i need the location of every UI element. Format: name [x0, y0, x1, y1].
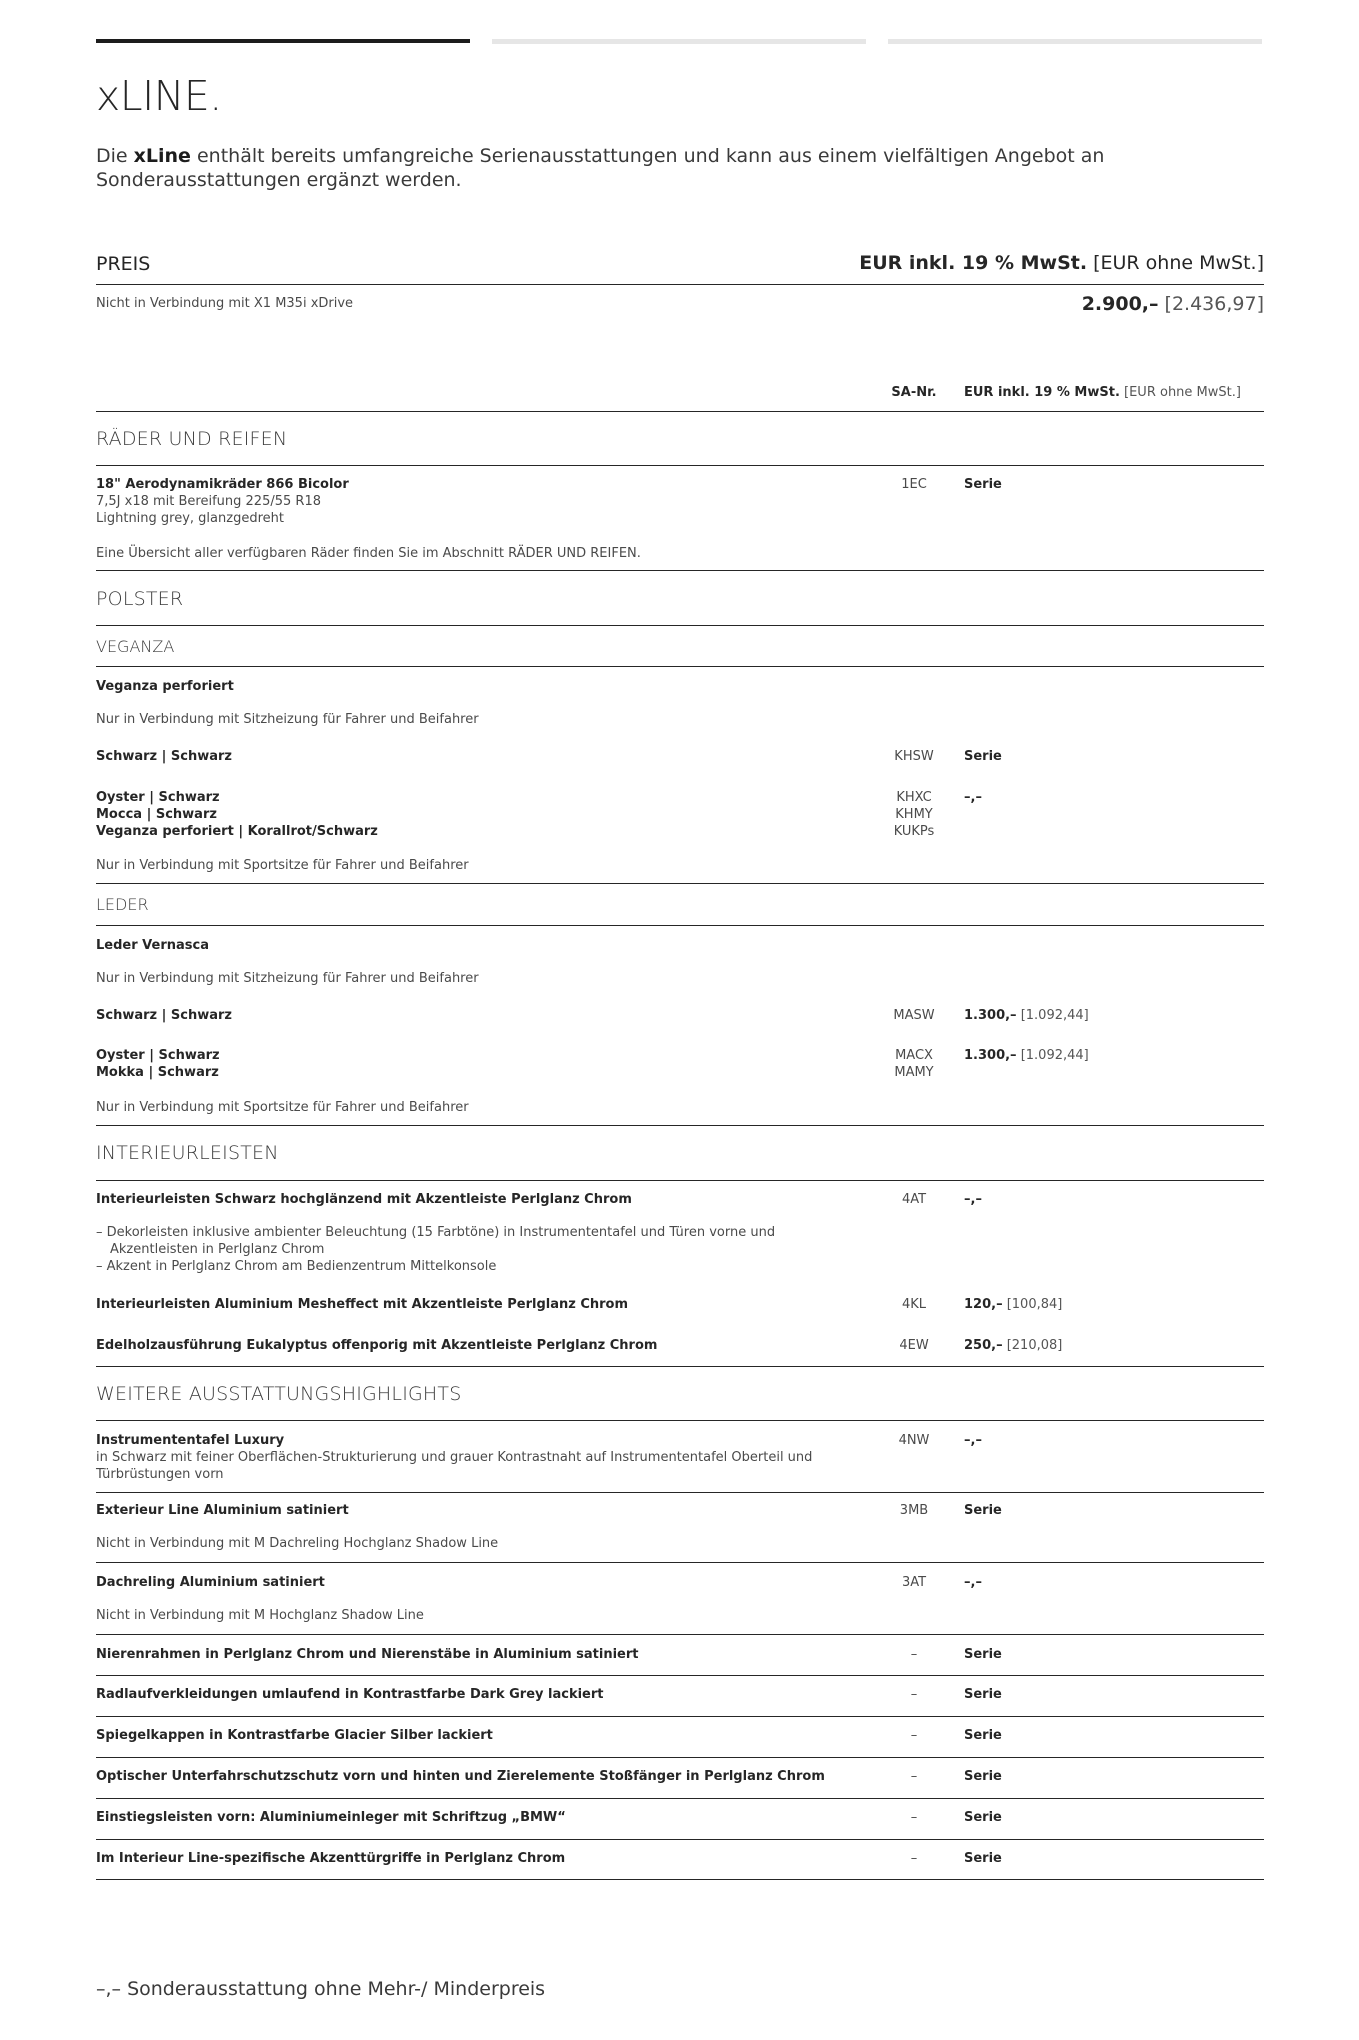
sa-code: – — [910, 1769, 918, 1784]
price — [964, 1432, 982, 1449]
weitere-row-label: Exterieur Line Aluminium satiniert — [96, 1503, 349, 1518]
weitere-row-label: Instrumententafel Luxury — [96, 1433, 285, 1448]
sa-code: 3AT — [901, 1575, 927, 1590]
leder-row-label: Oyster | Schwarz — [96, 1048, 220, 1063]
intro-text — [96, 144, 1264, 192]
veganza-note: Nur in Verbindung mit Sportsitze für Fahrer und Beifahrer — [96, 858, 469, 873]
price — [964, 1047, 1089, 1064]
weitere-row-sub: in Schwarz mit feiner Oberflächen-Strukturierung und grauer Kontrastnaht auf Instrumententafel Oberteil und — [96, 1450, 813, 1465]
divider — [96, 1562, 1264, 1563]
sa-code: MASW — [893, 1008, 935, 1023]
col-header-price — [964, 385, 1241, 400]
weitere-row-note: Nicht in Verbindung mit M Dachreling Hochglanz Shadow Line — [96, 1536, 499, 1551]
price — [964, 1574, 982, 1591]
raeder-sub: Lightning grey, glanzgedreht — [96, 511, 284, 526]
section-progress — [96, 39, 1264, 44]
veganza-heading: Veganza perforiert — [96, 679, 234, 694]
price-value: –,– — [964, 1192, 982, 1207]
divider — [96, 284, 1264, 285]
leder-heading: Leder Vernasca — [96, 938, 209, 953]
weitere-row-label: Im Interieur Line-spezifische Akzenttürgriffe in Perlglanz Chrom — [96, 1851, 566, 1866]
price — [964, 1191, 982, 1208]
price-value: Serie — [964, 1851, 1002, 1866]
weitere-row-label: Einstiegsleisten vorn: Aluminiumeinleger mit Schriftzug „BMW“ — [96, 1810, 566, 1825]
section-polster: POLSTER — [96, 588, 184, 610]
divider — [96, 1839, 1264, 1840]
footnote: –,– Sonderausstattung ohne Mehr-/ Minderpreis — [96, 1978, 546, 2000]
price-ex: [1.092,44] — [1016, 1048, 1089, 1063]
weitere-row-label: Spiegelkappen in Kontrastfarbe Glacier Silber lackiert — [96, 1728, 493, 1743]
section-raeder: RÄDER UND REIFEN — [96, 428, 288, 450]
subsection-veganza: VEGANZA — [96, 637, 175, 656]
price — [964, 1768, 1002, 1785]
price — [964, 789, 982, 806]
price — [964, 1337, 1062, 1354]
divider — [96, 1716, 1264, 1717]
intro-prefix: Die — [96, 145, 134, 167]
price-value: Serie — [964, 1810, 1002, 1825]
preis-label: PREIS — [96, 253, 151, 275]
price — [964, 1007, 1089, 1024]
price-value: Serie — [964, 1728, 1002, 1743]
sa-code: 1EC — [901, 477, 927, 492]
divider — [96, 465, 1264, 466]
price-value: Serie — [964, 1687, 1002, 1702]
intro-bold: xLine — [133, 145, 191, 167]
price-value: Serie — [964, 477, 1002, 492]
interieur-row-label: Interieurleisten Schwarz hochglänzend mit Akzentleiste Perlglanz Chrom — [96, 1192, 632, 1207]
section-weitere: WEITERE AUSSTATTUNGSHIGHLIGHTS — [96, 1383, 462, 1405]
col-header-sa: SA-Nr. — [891, 385, 937, 400]
price — [964, 1686, 1002, 1703]
divider — [96, 1798, 1264, 1799]
weitere-row-label: Dachreling Aluminium satiniert — [96, 1575, 325, 1590]
preis-value-light: [2.436,97] — [1158, 293, 1264, 315]
price-bold: 120,– — [964, 1297, 1003, 1312]
divider — [96, 666, 1264, 667]
divider — [96, 1757, 1264, 1758]
raeder-note: Eine Übersicht aller verfügbaren Räder finden Sie im Abschnitt RÄDER UND REIFEN. — [96, 546, 641, 561]
page-title: xLINE. — [96, 72, 222, 120]
weitere-row-sub: Türbrüstungen vorn — [96, 1467, 224, 1482]
price-value: –,– — [964, 1575, 982, 1590]
sa-code: 4EW — [899, 1338, 929, 1353]
weitere-row-note: Nicht in Verbindung mit M Hochglanz Shadow Line — [96, 1608, 424, 1623]
price-value: Serie — [964, 1769, 1002, 1784]
divider — [96, 625, 1264, 626]
sa-code: 4KL — [901, 1297, 927, 1312]
price-value: Serie — [964, 749, 1002, 764]
sa-code: 3MB — [899, 1503, 929, 1518]
progress-segment[interactable] — [888, 39, 1262, 44]
leder-note: Nur in Verbindung mit Sitzheizung für Fahrer und Beifahrer — [96, 971, 479, 986]
raeder-sub: 7,5J x18 mit Bereifung 225/55 R18 — [96, 494, 321, 509]
sa-code: – — [910, 1687, 918, 1702]
preis-header — [859, 252, 1264, 274]
leder-row-label: Mokka | Schwarz — [96, 1065, 219, 1080]
intro-suffix: enthält bereits umfangreiche Serienausstattungen und kann aus einem vielfältigen Angebot an Sonderausstattungen ergänzt werden. — [96, 145, 1105, 191]
sa-code: KHSW — [894, 749, 934, 764]
interieur-bullet: – Dekorleisten inklusive ambienter Beleuchtung (15 Farbtöne) in Instrumententafel und Türen vorne und — [96, 1225, 776, 1240]
price-bold: 1.300,– — [964, 1008, 1017, 1023]
divider — [96, 1366, 1264, 1367]
divider — [96, 925, 1264, 926]
progress-segment[interactable] — [492, 39, 866, 44]
price-value: –,– — [964, 790, 982, 805]
weitere-row-label: Optischer Unterfahrschutzschutz vorn und hinten und Zierelemente Stoßfänger in Perlglanz Chrom — [96, 1769, 825, 1784]
price — [964, 1296, 1062, 1313]
sa-code: KHXC — [896, 790, 932, 805]
preis-value-bold: 2.900,– — [1081, 293, 1159, 315]
raeder-item: 18" Aerodynamikräder 866 Bicolor — [96, 477, 349, 492]
price — [964, 1502, 1002, 1519]
weitere-row-label: Radlaufverkleidungen umlaufend in Kontrastfarbe Dark Grey lackiert — [96, 1687, 604, 1702]
divider — [96, 1634, 1264, 1635]
price — [964, 476, 1002, 493]
veganza-row-label: Veganza perforiert | Korallrot/Schwarz — [96, 824, 378, 839]
price-value: –,– — [964, 1433, 982, 1448]
divider — [96, 883, 1264, 884]
price-ex: [1.092,44] — [1016, 1008, 1089, 1023]
veganza-row-label: Schwarz | Schwarz — [96, 749, 232, 764]
divider — [96, 1492, 1264, 1493]
price — [964, 1850, 1002, 1867]
preis-value — [1082, 293, 1264, 315]
sa-code: KUKPs — [893, 824, 935, 839]
preis-header-light: [EUR ohne MwSt.] — [1087, 252, 1264, 274]
price-bold: 1.300,– — [964, 1048, 1017, 1063]
interieur-bullet-cont: Akzentleisten in Perlglanz Chrom — [110, 1242, 325, 1257]
sa-code: – — [910, 1851, 918, 1866]
price-value: Serie — [964, 1647, 1002, 1662]
price — [964, 1646, 1002, 1663]
price — [964, 1727, 1002, 1744]
price-bold: 250,– — [964, 1338, 1003, 1353]
price-ex: [210,08] — [1002, 1338, 1063, 1353]
veganza-note: Nur in Verbindung mit Sitzheizung für Fahrer und Beifahrer — [96, 712, 479, 727]
divider — [96, 411, 1264, 412]
divider — [96, 570, 1264, 571]
leder-row-label: Schwarz | Schwarz — [96, 1008, 232, 1023]
section-interieur: INTERIEURLEISTEN — [96, 1142, 279, 1164]
sa-code: – — [910, 1647, 918, 1662]
preis-header-bold: EUR inkl. 19 % MwSt. — [859, 252, 1088, 274]
interieur-row-label: Interieurleisten Aluminium Mesheffect mit Akzentleiste Perlglanz Chrom — [96, 1297, 629, 1312]
interieur-row-label: Edelholzausführung Eukalyptus offenporig mit Akzentleiste Perlglanz Chrom — [96, 1338, 658, 1353]
sa-code: – — [910, 1728, 918, 1743]
divider — [96, 1675, 1264, 1676]
leder-note: Nur in Verbindung mit Sportsitze für Fahrer und Beifahrer — [96, 1100, 469, 1115]
col-header-price-bold: EUR inkl. 19 % MwSt. — [964, 385, 1120, 400]
sa-code: 4AT — [901, 1192, 927, 1207]
divider — [96, 1125, 1264, 1126]
divider — [96, 1420, 1264, 1421]
price — [964, 748, 1002, 765]
progress-segment-active[interactable] — [96, 39, 470, 43]
weitere-row-label: Nierenrahmen in Perlglanz Chrom und Nierenstäbe in Aluminium satiniert — [96, 1647, 639, 1662]
col-header-price-light: [EUR ohne MwSt.] — [1119, 385, 1241, 400]
price-ex: [100,84] — [1002, 1297, 1063, 1312]
price — [964, 1809, 1002, 1826]
sa-code: 4NW — [898, 1433, 930, 1448]
divider — [96, 1180, 1264, 1181]
price-value: Serie — [964, 1503, 1002, 1518]
preis-note: Nicht in Verbindung mit X1 M35i xDrive — [96, 296, 354, 311]
sa-code: KHMY — [895, 807, 933, 822]
sa-code: MACX — [895, 1048, 933, 1063]
veganza-row-label: Mocca | Schwarz — [96, 807, 217, 822]
sa-code: – — [910, 1810, 918, 1825]
veganza-row-label: Oyster | Schwarz — [96, 790, 220, 805]
sa-code: MAMY — [894, 1065, 934, 1080]
subsection-leder: LEDER — [96, 895, 149, 914]
divider — [96, 1879, 1264, 1880]
interieur-bullet: – Akzent in Perlglanz Chrom am Bedienzentrum Mittelkonsole — [96, 1259, 497, 1274]
